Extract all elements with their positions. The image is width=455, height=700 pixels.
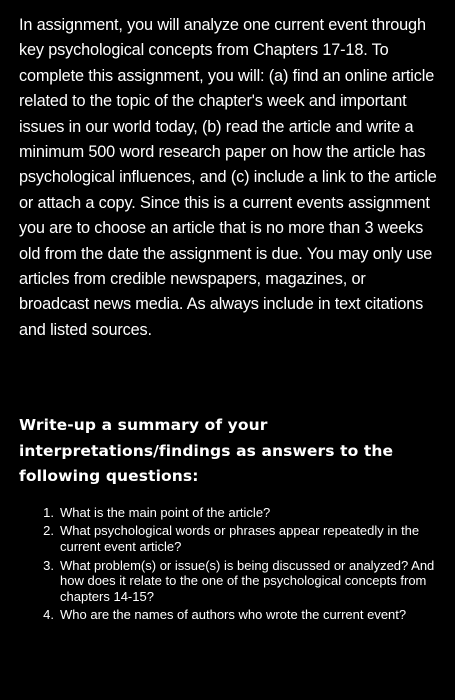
list-item-text: What problem(s) or issue(s) is being discussed or analyzed? And how does it relate to the one of the psychological concepts from chapters 14-15?	[60, 557, 435, 604]
list-item	[19, 523, 439, 554]
list-item	[19, 607, 439, 623]
list-item-number: 4.	[43, 607, 54, 623]
list-item-text: What psychological words or phrases appear repeatedly in the current event article?	[60, 523, 420, 554]
list-item-text: What is the main point of the article?	[60, 504, 271, 520]
list-item-text: Who are the names of authors who wrote the current event?	[60, 607, 407, 623]
list-item-number: 3.	[43, 557, 54, 573]
intro-paragraph: In assignment, you will analyze one current event through key psychological concepts from Chapters 17-18. To complete this assignment, you will: (a) find an online article related to the topic of the chapter's week and important issues in our world today, (b) read the article and write a minimum 500 word research paper on how the article has psychological influences, and (c) include a link to the article or attach a copy. Since this is a current events assignment you are to choose an article that is no more than 3 weeks old from the date the assignment is due. You may only use articles from credible newspapers, magazines, or broadcast news media. As always include in text citations and listed sources.	[19, 16, 437, 339]
list-item-number: 1.	[43, 504, 54, 520]
list-item	[19, 505, 439, 521]
list-item	[19, 558, 439, 605]
questions-heading: Write-up a summary of your interpretations/findings as answers to the following questions:	[19, 416, 394, 486]
list-item-number: 2.	[43, 523, 54, 539]
questions-list	[19, 505, 439, 623]
